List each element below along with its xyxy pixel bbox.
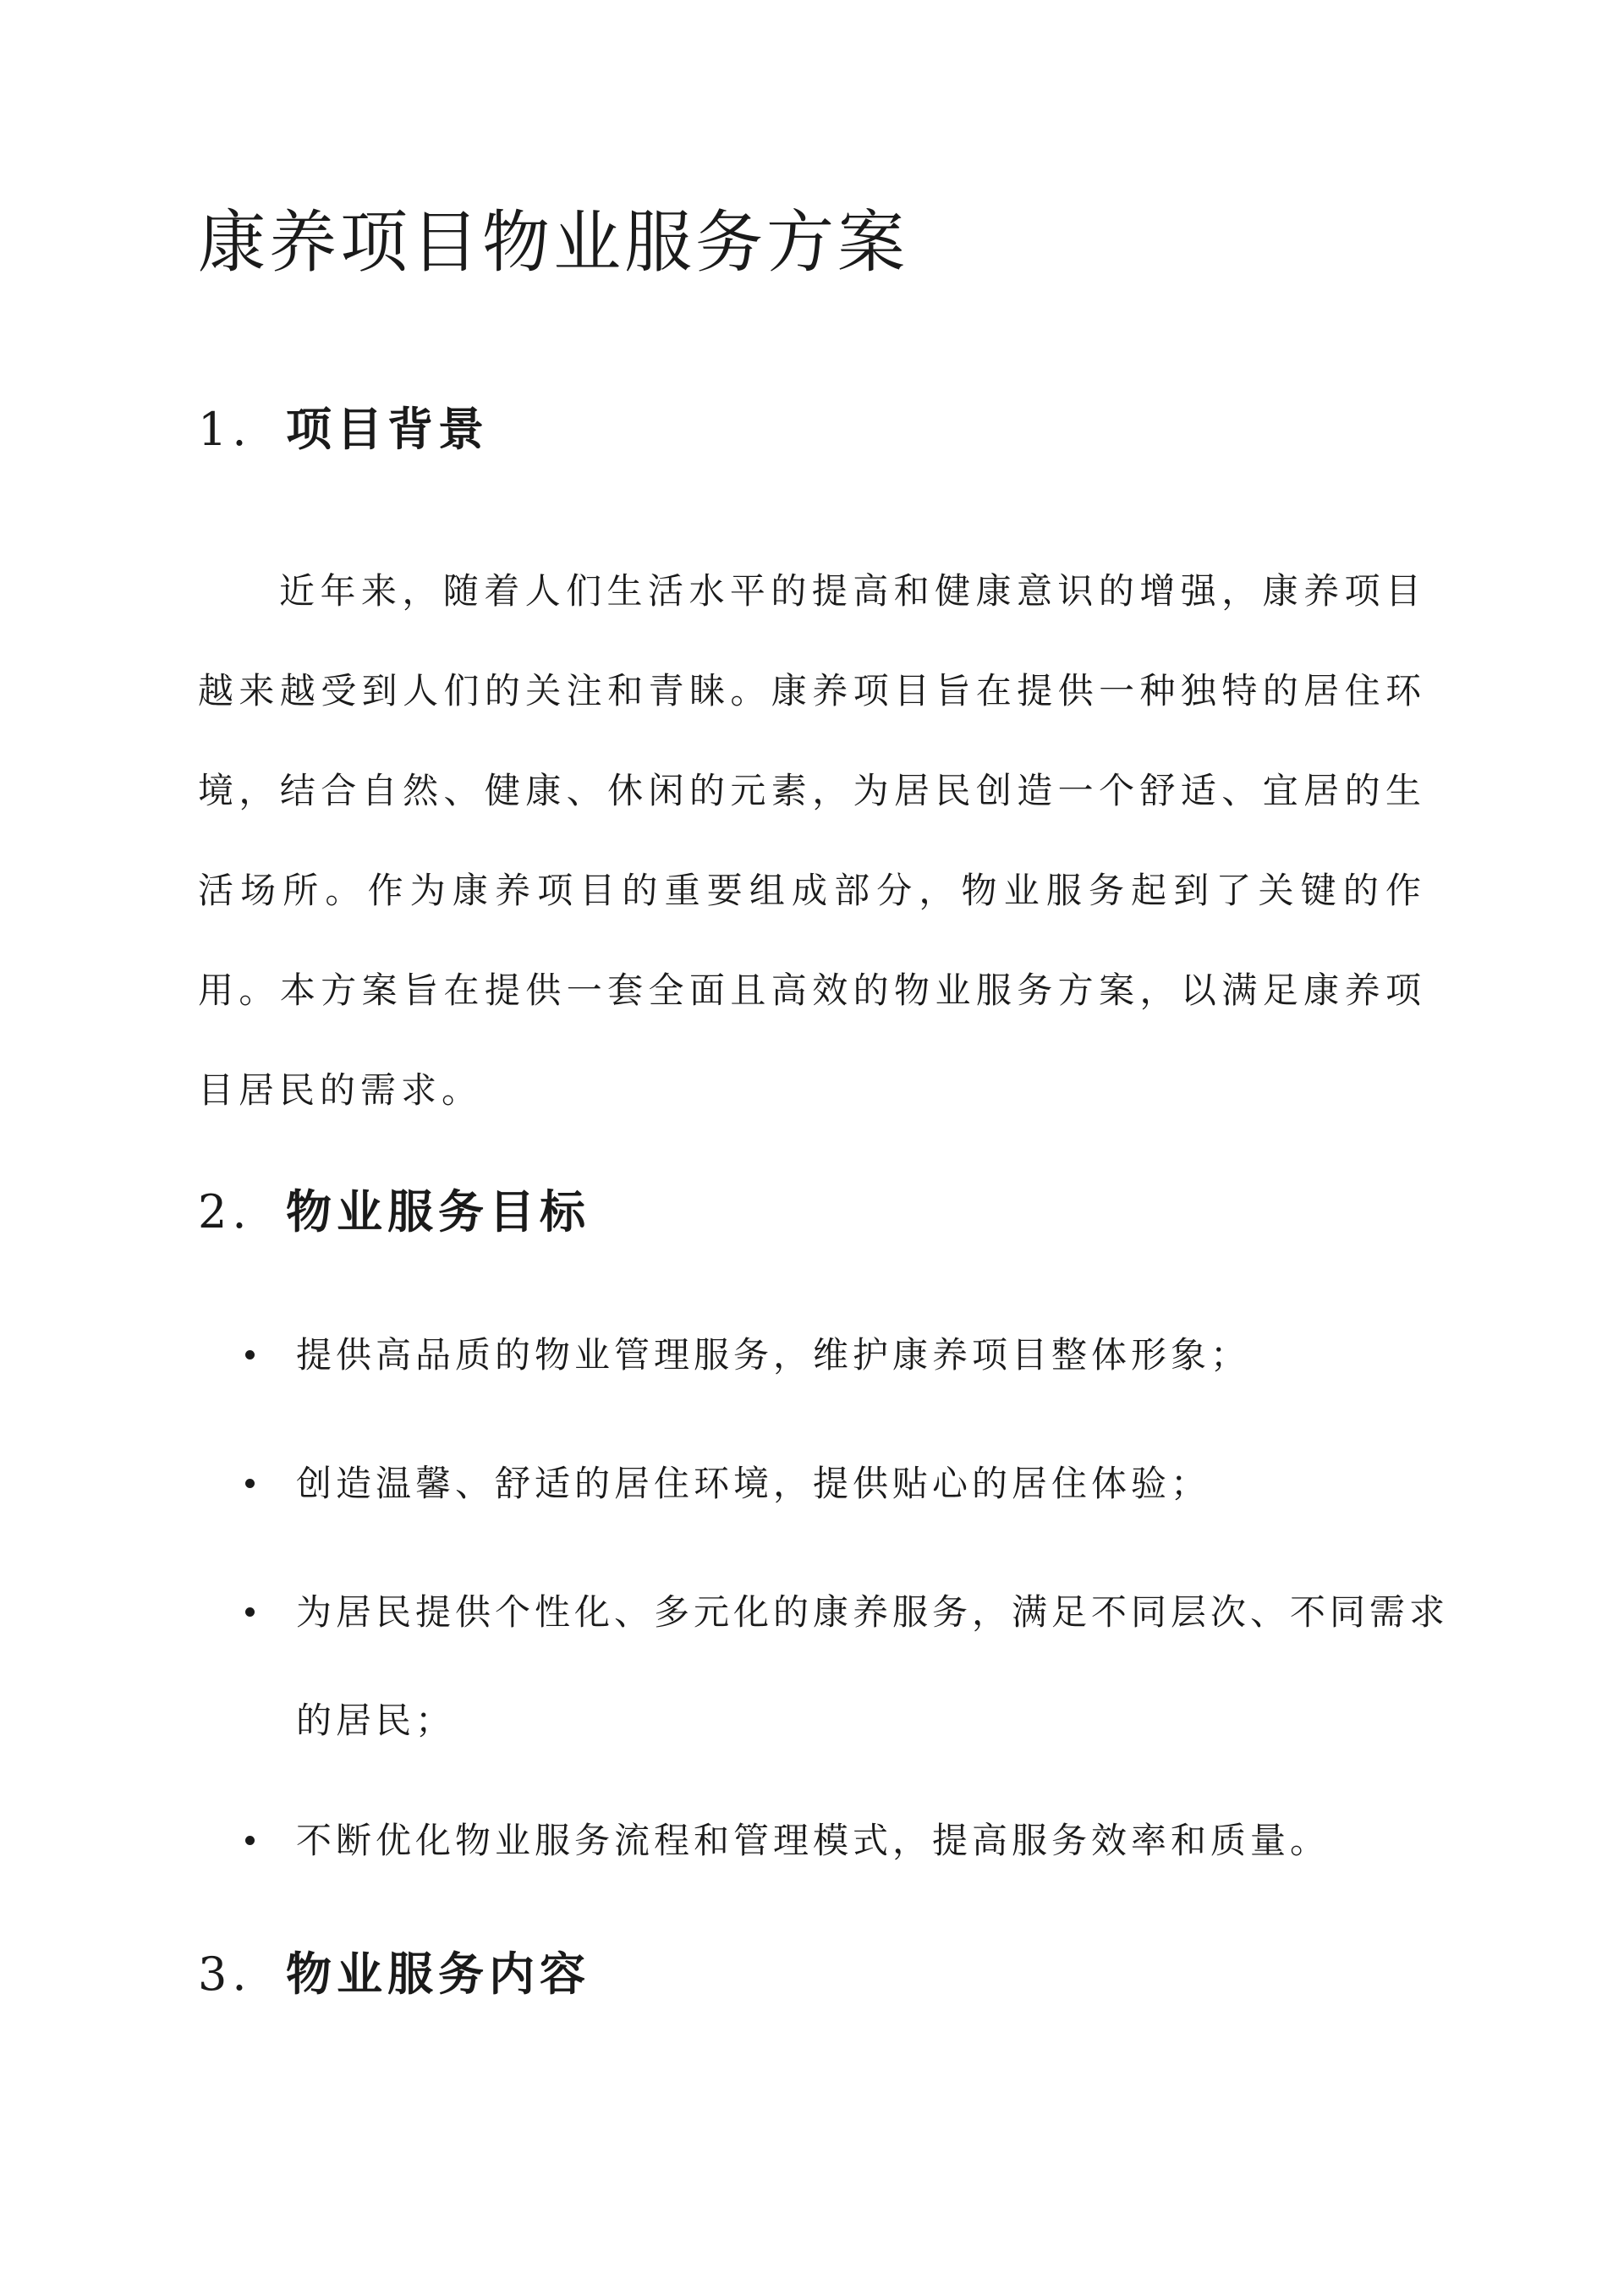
- background-paragraph: 近年来，随着人们生活水平的提高和健康意识的增强，康养项目越来越受到人们的关注和青睐。康养项目旨在提供一种独特的居住环境，结合自然、健康、休闲的元素，为居民创造一个舒适、宜居的生活场所。作为康养项目的重要组成部分，物业服务起到了关键的作用。本方案旨在提供一套全面且高效的物业服务方案，以满足康养项目居民的需求。: [198, 570, 1426, 1111]
- goal-text: 为居民提供个性化、多元化的康养服务，满足不同层次、不同需求的居民；: [296, 1591, 1450, 1741]
- goal-list-item: [245, 1558, 1472, 1775]
- section-title: 物业服务目标: [286, 1184, 590, 1239]
- bullet-icon: [245, 1479, 255, 1488]
- goal-list-item: [245, 1430, 1472, 1538]
- section-heading-content: [198, 1940, 590, 2008]
- bullet-icon: [245, 1607, 255, 1617]
- bullet-icon: [245, 1836, 255, 1845]
- goal-text: 不断优化物业服务流程和管理模式，提高服务效率和质量。: [296, 1820, 1330, 1861]
- section-number: 1.: [198, 403, 252, 456]
- section-number: 3.: [198, 1947, 252, 2001]
- section-title: 物业服务内容: [286, 1947, 590, 2001]
- goal-list-item: [245, 1301, 1472, 1409]
- bullet-icon: [245, 1350, 255, 1359]
- document-title: 康养项目物业服务方案: [198, 203, 908, 282]
- section-number: 2.: [198, 1185, 252, 1239]
- goal-text: 提供高品质的物业管理服务，维护康养项目整体形象；: [296, 1334, 1251, 1376]
- section-title: 项目背景: [286, 402, 489, 456]
- section-heading-goals: [198, 1178, 590, 1246]
- section-heading-background: [198, 395, 489, 464]
- goal-text: 创造温馨、舒适的居住环境，提供贴心的居住体验；: [296, 1463, 1211, 1504]
- goal-list-item: [245, 1787, 1472, 1895]
